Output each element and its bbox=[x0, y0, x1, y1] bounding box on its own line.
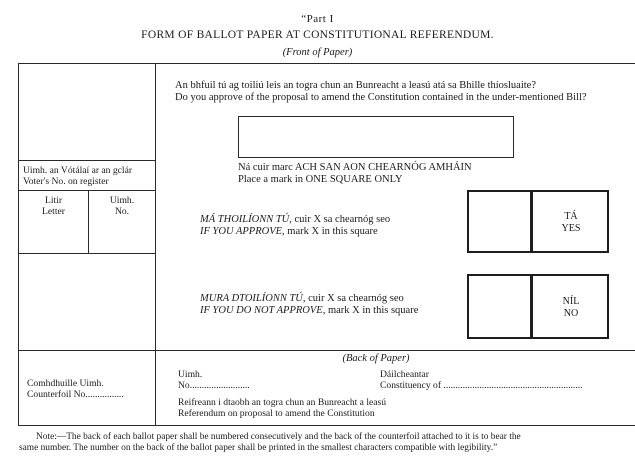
referendum-label-irish: Reifreann i dtaobh an togra chun an Bunreacht a leasú bbox=[178, 397, 387, 408]
counterfoil-divider bbox=[155, 63, 156, 425]
disapprove-instruction-irish: MURA DTOILÍONN TÚ, cuir X sa chearnóg seo bbox=[200, 293, 404, 304]
no-box-label-english: NO bbox=[563, 308, 579, 319]
instruction-english: Place a mark in ONE SQUARE ONLY bbox=[238, 174, 403, 185]
frame-bottom bbox=[18, 425, 635, 426]
question-irish: An bhfuil tú ag toiliú leis an togra chun an Bunreacht a leasú atá sa Bhille thíosluaite? bbox=[175, 80, 536, 91]
letter-box-bottom bbox=[18, 253, 156, 254]
document-title: FORM OF BALLOT PAPER AT CONSTITUTIONAL REFERENDUM. bbox=[141, 29, 494, 41]
voter-number-label-irish: Uimh. an Vótálaí ar an gclár bbox=[23, 165, 133, 176]
footnote-line-2: same number. The number on the back of the ballot paper shall be printed in the smallest characters compatible with legibility.” bbox=[19, 443, 498, 453]
counterfoil-label-irish: Comhdhuille Uimh. bbox=[27, 378, 104, 389]
back-of-paper-label: (Back of Paper) bbox=[342, 353, 410, 364]
front-of-paper-label: (Front of Paper) bbox=[282, 47, 353, 58]
no-box-divider bbox=[530, 276, 533, 337]
constituency-field: Constituency of .......................................................... bbox=[380, 380, 583, 391]
letter-label-irish: Litir bbox=[44, 195, 63, 206]
number-label-english: No. bbox=[114, 206, 130, 217]
bill-title-box bbox=[238, 116, 514, 158]
voter-box-top bbox=[18, 160, 156, 161]
letter-label-english: Letter bbox=[42, 206, 65, 217]
yes-box-label-irish: TÁ bbox=[564, 211, 578, 222]
part-heading: “Part I bbox=[301, 13, 334, 25]
question-english: Do you approve of the proposal to amend the Constitution contained in the under-mentioned Bill? bbox=[175, 92, 587, 103]
voter-number-label-english: Voter's No. on register bbox=[23, 176, 109, 187]
approve-instruction-english: IF YOU APPROVE, mark X in this square bbox=[200, 226, 378, 237]
back-number-label-irish: Uimh. bbox=[178, 369, 203, 380]
yes-box-label-english: YES bbox=[561, 223, 581, 234]
footnote-line-1: Note:—The back of each ballot paper shall be numbered consecutively and the back of the counterfoil attached to it is to bear the bbox=[36, 432, 521, 442]
referendum-label-english: Referendum on proposal to amend the Constitution bbox=[178, 408, 375, 419]
instruction-irish: Ná cuir marc ACH SAN AON CHEARNÓG AMHÁIN bbox=[238, 162, 472, 173]
yes-box-divider bbox=[530, 192, 533, 251]
frame-top bbox=[18, 63, 635, 64]
disapprove-instruction-english: IF YOU DO NOT APPROVE, mark X in this square bbox=[200, 305, 419, 316]
back-number-field: No......................... bbox=[178, 380, 250, 391]
back-section-divider bbox=[18, 350, 635, 351]
approve-instruction-irish: MÁ THOILÍONN TÚ, cuir X sa chearnóg seo bbox=[200, 214, 391, 225]
counterfoil-number-field: Counterfoil No................ bbox=[27, 389, 124, 400]
constituency-label-irish: Dáilcheantar bbox=[380, 369, 430, 380]
voter-box-bottom bbox=[18, 190, 156, 191]
frame-left bbox=[18, 63, 19, 425]
no-box-label-irish: NÍL bbox=[562, 296, 580, 307]
number-label-irish: Uimh. bbox=[109, 195, 135, 206]
yes-vote-box[interactable] bbox=[467, 190, 609, 253]
no-vote-box[interactable] bbox=[467, 274, 609, 339]
